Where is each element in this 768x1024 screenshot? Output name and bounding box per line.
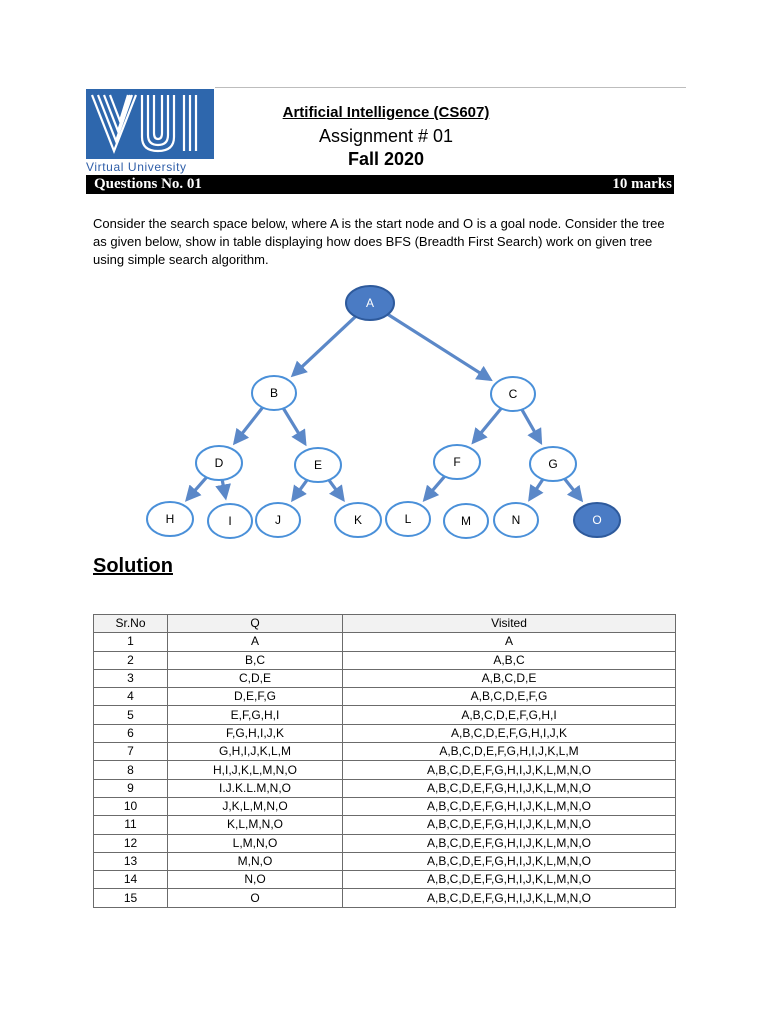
tree-node-label: C	[508, 387, 518, 401]
tree-node-label: H	[165, 512, 175, 526]
visited-cell: A,B,C,D,E,F,G,H,I,J,K,L,M,N,O	[343, 889, 676, 907]
tree-node-g	[530, 447, 576, 481]
table-row	[94, 633, 676, 651]
tree-edge-d-i	[222, 480, 225, 497]
table-row	[94, 743, 676, 761]
question-bar	[86, 175, 674, 194]
vu-logo	[86, 89, 214, 175]
column-header-srno: Sr.No	[94, 615, 168, 633]
tree-node-k	[335, 503, 381, 537]
table-header-row	[94, 615, 676, 633]
question-marks: 10 marks	[612, 176, 672, 192]
queue-cell: B,C	[168, 651, 343, 669]
tree-node-label: J	[275, 513, 281, 527]
tree-node-c	[491, 377, 535, 411]
table-row	[94, 706, 676, 724]
tree-node-label: K	[353, 513, 363, 527]
visited-cell: A,B,C	[343, 651, 676, 669]
tree-edge-f-l	[425, 476, 445, 499]
tree-node-e	[295, 448, 341, 482]
tree-node-label: D	[214, 456, 224, 470]
tree-node-label: N	[511, 513, 521, 527]
srno-cell: 5	[94, 706, 168, 724]
tree-node-m	[444, 504, 488, 538]
queue-cell: J,K,L,M,N,O	[168, 797, 343, 815]
tree-node-label: F	[453, 455, 461, 469]
table-row	[94, 779, 676, 797]
queue-cell: A	[168, 633, 343, 651]
queue-cell: O	[168, 889, 343, 907]
question-prompt: Consider the search space below, where A is the start node and O is a goal node. Consider the tree as given below, show in table displaying how does BFS (Breadth First Search) work on given tree using simple search algorithm.	[93, 216, 665, 267]
tree-edge-g-o	[565, 479, 582, 500]
queue-cell: N,O	[168, 871, 343, 889]
visited-cell: A,B,C,D,E,F,G	[343, 688, 676, 706]
solution-heading: Solution	[93, 555, 173, 577]
table-row	[94, 889, 676, 907]
table-row	[94, 761, 676, 779]
queue-cell: E,F,G,H,I	[168, 706, 343, 724]
tree-edge-e-j	[293, 480, 307, 500]
assignment-title: Assignment # 01	[318, 126, 454, 146]
tree-node-d	[196, 446, 242, 480]
queue-cell: G,H,I,J,K,L,M	[168, 743, 343, 761]
search-tree-diagram	[0, 270, 768, 545]
visited-cell: A,B,C,D,E,F,G,H,I,J,K,L,M,N,O	[343, 834, 676, 852]
tree-node-h	[147, 502, 193, 536]
queue-cell: M,N,O	[168, 852, 343, 870]
srno-cell: 3	[94, 669, 168, 687]
visited-cell: A,B,C,D,E,F,G,H,I,J,K,L,M,N,O	[343, 871, 676, 889]
srno-cell: 11	[94, 816, 168, 834]
tree-edge-g-n	[530, 479, 543, 499]
srno-cell: 6	[94, 724, 168, 742]
table-row	[94, 724, 676, 742]
tree-node-label: L	[404, 512, 412, 526]
tree-node-b	[252, 376, 296, 410]
table-row	[94, 688, 676, 706]
header-rule	[215, 87, 686, 88]
srno-cell: 7	[94, 743, 168, 761]
srno-cell: 8	[94, 761, 168, 779]
column-header-visited: Visited	[343, 615, 676, 633]
column-header-q: Q	[168, 615, 343, 633]
tree-node-label: E	[313, 458, 323, 472]
srno-cell: 12	[94, 834, 168, 852]
tree-node-o	[574, 503, 620, 537]
queue-cell: K,L,M,N,O	[168, 816, 343, 834]
visited-cell: A,B,C,D,E,F,G,H,I	[343, 706, 676, 724]
srno-cell: 4	[94, 688, 168, 706]
srno-cell: 9	[94, 779, 168, 797]
tree-node-label: O	[592, 513, 602, 527]
visited-cell: A,B,C,D,E	[343, 669, 676, 687]
queue-cell: F,G,H,I,J,K	[168, 724, 343, 742]
tree-edge-c-f	[473, 408, 501, 442]
srno-cell: 1	[94, 633, 168, 651]
visited-cell: A,B,C,D,E,F,G,H,I,J,K,L,M,N,O	[343, 852, 676, 870]
visited-cell: A,B,C,D,E,F,G,H,I,J,K,L,M,N,O	[343, 761, 676, 779]
table-row	[94, 871, 676, 889]
table-row	[94, 816, 676, 834]
tree-node-label: G	[548, 457, 558, 471]
srno-cell: 10	[94, 797, 168, 815]
visited-cell: A,B,C,D,E,F,G,H,I,J,K,L,M,N,O	[343, 797, 676, 815]
vu-logo-mark	[86, 89, 214, 159]
tree-edge-e-k	[329, 480, 343, 499]
tree-node-label: A	[365, 296, 375, 310]
tree-edge-a-c	[388, 314, 490, 379]
table-row	[94, 797, 676, 815]
tree-edge-d-h	[187, 477, 206, 499]
tree-node-n	[494, 503, 538, 537]
tree-edge-b-e	[283, 408, 304, 443]
visited-cell: A,B,C,D,E,F,G,H,I,J,K,L,M	[343, 743, 676, 761]
table-row	[94, 651, 676, 669]
bfs-table	[93, 614, 676, 908]
tree-node-label: B	[269, 386, 279, 400]
tree-node-label: I	[228, 514, 232, 528]
visited-cell: A,B,C,D,E,F,G,H,I,J,K,L,M,N,O	[343, 816, 676, 834]
tree-node-l	[386, 502, 430, 536]
table-row	[94, 669, 676, 687]
tree-node-a	[346, 286, 394, 320]
visited-cell: A,B,C,D,E,F,G,H,I,J,K	[343, 724, 676, 742]
srno-cell: 2	[94, 651, 168, 669]
tree-node-j	[256, 503, 300, 537]
srno-cell: 15	[94, 889, 168, 907]
queue-cell: D,E,F,G	[168, 688, 343, 706]
queue-cell: H,I,J,K,L,M,N,O	[168, 761, 343, 779]
tree-node-f	[434, 445, 480, 479]
queue-cell: C,D,E	[168, 669, 343, 687]
tree-edge-b-d	[235, 408, 263, 443]
question-label: Questions No. 01	[94, 176, 202, 192]
table-row	[94, 834, 676, 852]
queue-cell: L,M,N,O	[168, 834, 343, 852]
srno-cell: 13	[94, 852, 168, 870]
tree-node-i	[208, 504, 252, 538]
table-row	[94, 852, 676, 870]
visited-cell: A	[343, 633, 676, 651]
tree-node-label: M	[461, 514, 471, 528]
tree-edge-a-b	[293, 317, 355, 376]
tree-edge-c-g	[522, 410, 541, 443]
term-title: Fall 2020	[347, 149, 425, 169]
course-title: Artificial Intelligence (CS607)	[282, 104, 490, 121]
srno-cell: 14	[94, 871, 168, 889]
visited-cell: A,B,C,D,E,F,G,H,I,J,K,L,M,N,O	[343, 779, 676, 797]
logo-caption: Virtual University	[86, 160, 187, 174]
queue-cell: I.J.K.L.M,N,O	[168, 779, 343, 797]
